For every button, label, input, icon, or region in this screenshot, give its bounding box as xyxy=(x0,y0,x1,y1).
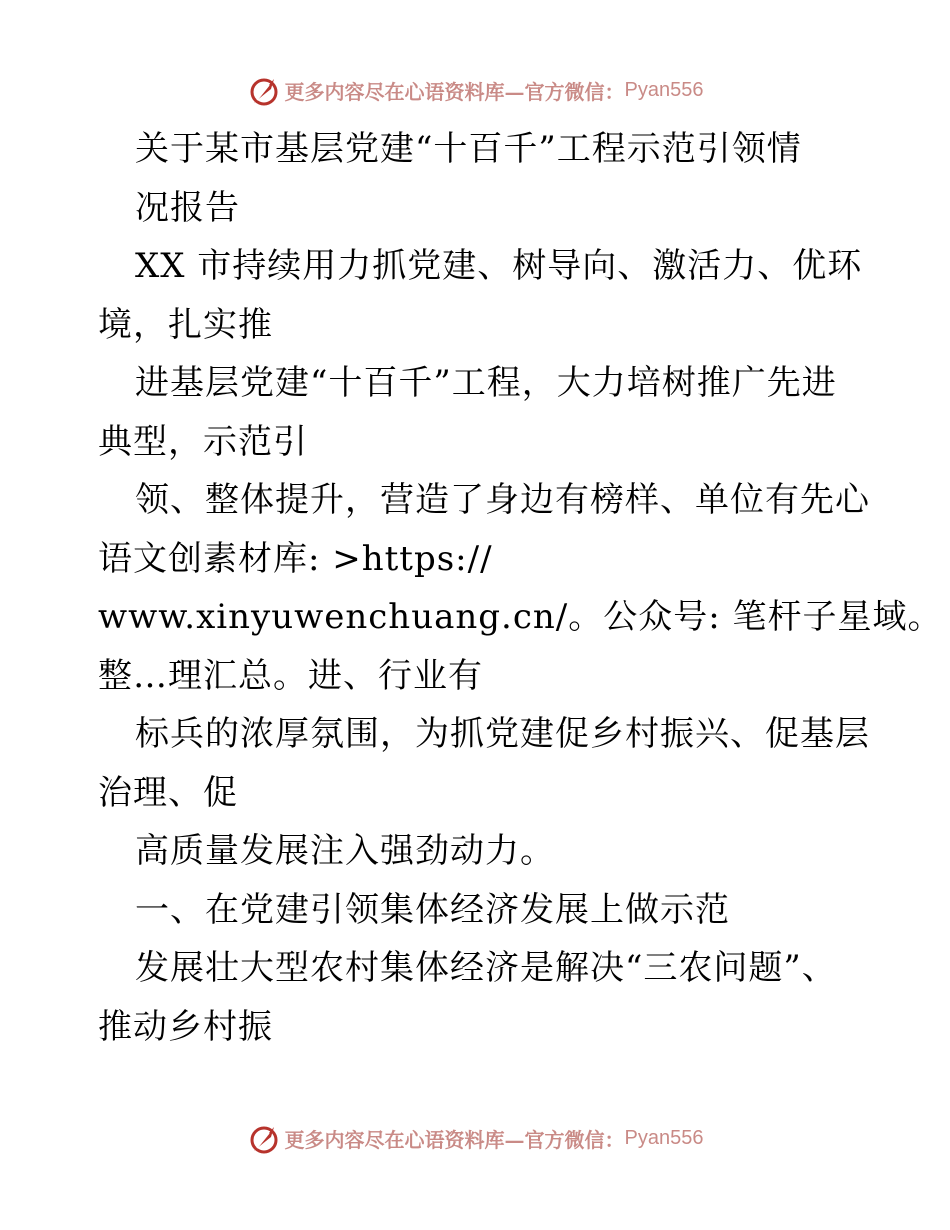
feather-quill-icon xyxy=(247,73,281,107)
section-heading: 一、在党建引领集体经济发展上做示范 xyxy=(135,889,730,930)
banner-wechat-id: Pyan556 xyxy=(624,1126,704,1149)
banner-wechat-id: Pyan556 xyxy=(624,78,704,101)
paragraph-line: 整…理汇总。进、行业有 xyxy=(98,655,483,696)
banner-text: 更多内容尽在心语资料库—官方微信： xyxy=(284,79,625,104)
document-title-line-2: 况报告 xyxy=(135,187,240,228)
paragraph-line: 标兵的浓厚氛围，为抓党建促乡村振兴、促基层 xyxy=(135,714,870,754)
banner-text: 更多内容尽在心语资料库—官方微信： xyxy=(284,1127,625,1152)
document-body xyxy=(98,120,943,1056)
paragraph-line: 语文创素材库: >https:// xyxy=(98,538,493,579)
paragraph-line: 推动乡村振 xyxy=(98,1006,273,1047)
feather-quill-icon xyxy=(247,1121,281,1155)
paragraph-line: 进基层党建“十百千”工程，大力培树推广先进 xyxy=(135,363,837,403)
paragraph-line: 治理、促 xyxy=(98,772,238,813)
header-banner xyxy=(0,70,950,110)
paragraph-line: 发展壮大型农村集体经济是解决“三农问题”、 xyxy=(135,948,837,988)
footer-banner xyxy=(0,1118,950,1158)
paragraph-line: www.xinyuwenchuang.cn/。公众号: 笔杆子星域。 xyxy=(98,597,943,637)
paragraph-line: 高质量发展注入强劲动力。 xyxy=(135,831,555,871)
paragraph-line: 境，扎实推 xyxy=(98,304,273,345)
paragraph-line: 典型，示范引 xyxy=(98,421,308,462)
paragraph-line: 领、整体提升，营造了身边有榜样、单位有先心 xyxy=(135,480,870,520)
document-title-line-1: 关于某市基层党建“十百千”工程示范引领情 xyxy=(135,129,802,169)
paragraph-line: XX 市持续用力抓党建、树导向、激活力、优环 xyxy=(135,246,863,286)
